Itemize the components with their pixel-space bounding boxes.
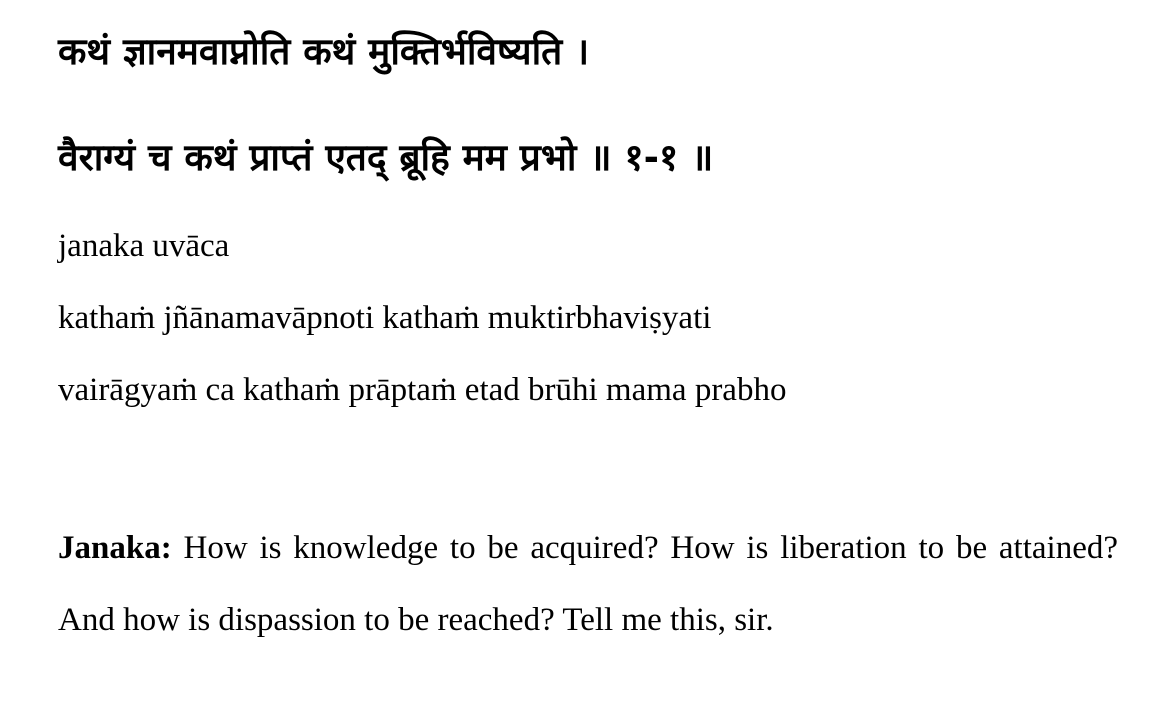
translation-paragraph — [58, 512, 1118, 656]
transliteration-line-2: vairāgyaṁ ca kathaṁ prāptaṁ etad brūhi mama prabho — [58, 372, 787, 408]
transliteration-line-1: kathaṁ jñānamavāpnoti kathaṁ muktirbhaviṣyati — [58, 300, 712, 336]
translation-text: How is knowledge to be acquired? How is liberation to be attained? And how is dispassion to be reached? Tell me this, sir. — [58, 530, 1118, 638]
devanagari-verse-line-2: वैराग्यं च कथं प्राप्तं एतद् ब्रूहि मम प्रभो ॥ १-१ ॥ — [58, 136, 714, 179]
transliteration-speaker-line: janaka uvāca — [58, 228, 230, 264]
translation-speaker: Janaka: — [58, 530, 172, 566]
devanagari-verse-line-1: कथं ज्ञानमवाप्नोति कथं मुक्तिर्भविष्यति । — [58, 30, 590, 73]
